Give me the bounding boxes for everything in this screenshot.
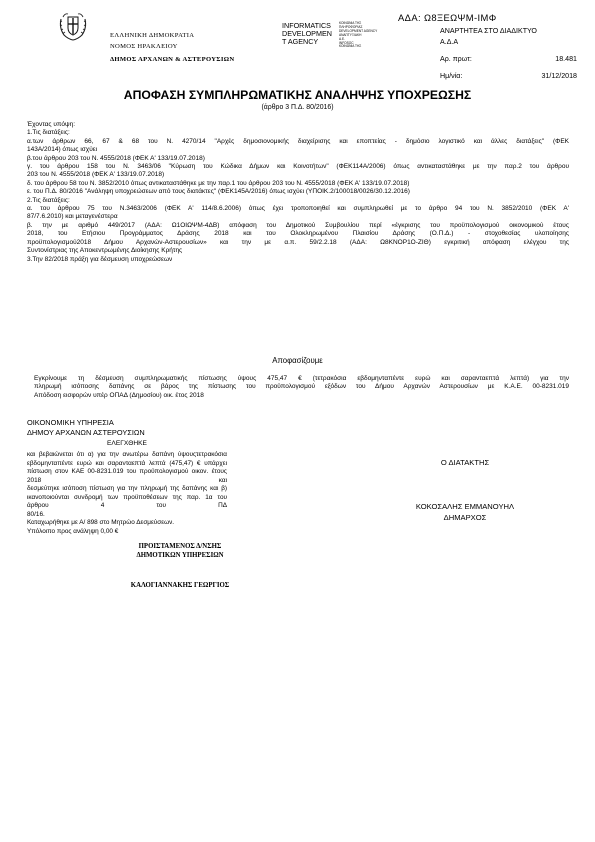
text-line: ε. του Π.Δ. 80/2016 "Ανάληψη υποχρεώσεων από τους διατάκτες" (ΦΕΚ145Α/2016) όπως ισχύει (ΥΠΟΙΚ.2/100018/0026/30.12.2016): [27, 188, 410, 196]
ada-code: ΑΔΑ: Ω8ΞΕΩΨΜ-ΙΜΦ: [398, 12, 497, 23]
text-line: α. του άρθρου 75 του Ν.3463/2006 (ΦΕΚ Α' 114/8.6.2006) όπως έχει τροποποιηθεί και συμπληρωθεί με το άρθρο 94 του Ν. 3852/2010 (ΦΕΚ Α': [27, 205, 569, 213]
text-line: 143Α/2014) όπως ισχύει: [27, 146, 98, 154]
text-line: α.των άρθρων 66, 67 & 68 του Ν. 4270/14 "Αρχές δημοσιονομικής διαχείρισης και εποπτείας - δημόσιο λογιστικό και άλλες διατάξεις" (ΦΕΚ: [27, 137, 569, 145]
authorizer-title: Ο ΔΙΑΤΑΚΤΗΣ: [440, 458, 490, 467]
agency-tiny-line: Α.Ε.: [339, 36, 346, 41]
remaining-line: Υπόλοιπο προς ανάληψη 0,00 €: [27, 527, 119, 535]
text-line: 1.Τις διατάξεις:: [27, 129, 70, 137]
authorizer-role: ΔΗΜΑΡΧΟΣ: [443, 513, 487, 522]
text-line: εβδομηνταπέντε ευρώ και σαρανταεπτά λεπτά (475,47) € υπάρχει: [27, 459, 227, 467]
date-label: Ημ/νία:: [440, 72, 463, 80]
text-line: 87/7.6.2010) και μεταγενέστερα: [27, 213, 118, 221]
agency-tiny-line: DEVELOPMENT AGENCY: [339, 28, 378, 33]
head-line: ΠΡΟΙΣΤΑΜΕΝΟΣ Δ/ΝΣΗΣ: [138, 543, 222, 550]
text-line: 2018, του Ετήσιου Προγράμματος Δράσης 2018 και του Ολοκληρωμένου Πλαισίου Δράσης (Ο.Π.Δ.) - στοχοθεσίας υλοποίησης: [27, 230, 569, 238]
agency-tiny-line: ΠΛΗΡΟΦΟΡΙΑΣ: [339, 24, 363, 29]
text-line: πίστωση στον ΚΑΕ 00-8231.019 του προϋπολογισμού οικον. έτους 2018 και: [27, 468, 227, 484]
decide-heading: Αποφασίζουμε: [272, 356, 323, 365]
agency-line: INFORMATICS: [282, 21, 331, 30]
text-line: Έχοντας υπόψη:: [27, 121, 76, 128]
text-line: 203 του Ν. 4555/2018 (ΦΕΚ Α' 133/19.07.2018): [27, 171, 165, 179]
text-line: ικανοποιούνται συνδρομή των προϋποθέσεων της παρ. 1α του άρθρου 4 του ΠΔ: [27, 493, 227, 509]
posted-label: ΑΝΑΡΤΗΤΕΑ ΣΤΟ ΔΙΑΔΙΚΤΥΟ: [440, 27, 537, 35]
text-line: προϋπολογισμού2018 Δήμου Αρχανών-Αστερουσίων» και την με α.π. 59/2.2.18 (ΑΔΑ: Ω8ΚΝΟΡ1Ο-ΖΙΘ) εγκριτική απόφαση ελέγχου της: [27, 238, 569, 246]
approval-section: [34, 375, 569, 400]
protocol-label: Αρ. πρωτ:: [440, 55, 472, 63]
text-line: δεσμεύτηκε ισόποση πίστωση για την πληρωμή της δαπάνης και β): [27, 485, 227, 492]
registry-line: Καταχωρήθηκε με Α/ 898 στο Μητρώο Δεσμεύσεων.: [27, 519, 175, 526]
text-line: πληρωμή ισόποσης δαπάνης σε βάρος της πίστωσης του προϋπολογισμού εξόδων του Δήμου Αρχανών Αστερουσίων με Κ.Α.Ε. 00-8231.019: [34, 383, 569, 391]
text-line: 2.Τις διατάξεις:: [27, 196, 70, 204]
org-line: ΝΟΜΟΣ ΗΡΑΚΛΕΙΟΥ: [110, 43, 178, 50]
agency-tiny-line: ΚΟΙΝΩΝΙΑ ΤΗΣ: [339, 44, 362, 49]
agency-logo-text: [339, 21, 378, 56]
dept-line: ΟΙΚΟΝΟΜΙΚΗ ΥΠΗΡΕΣΙΑ: [27, 418, 114, 427]
greek-emblem-icon: [58, 8, 88, 42]
org-line: ΕΛΛΗΝΙΚΗ ΔΗΜΟΚΡΑΤΙΑ: [110, 32, 195, 39]
text-line: και βεβαιώνεται ότι α) για την ανωτέρω δαπάνη ύψουςτετρακόσια: [27, 451, 227, 458]
agency-line: T AGENCY: [282, 37, 319, 46]
agency-tiny-line: ΚΟΙΝΩΝΙΑ ΤΗΣ: [339, 21, 362, 25]
document-subtitle: (άρθρο 3 Π.Δ. 80/2016): [261, 104, 334, 111]
text-line: Συντονίστριας της Αποκεντρωμένης Διοίκησης Κρήτης: [27, 247, 183, 255]
finance-dept: [27, 418, 145, 437]
posted-sub-label: Α.Δ.Α: [440, 38, 459, 46]
head-line: ΔΗΜΟΤΙΚΩΝ ΥΠΗΡΕΣΙΩΝ: [136, 552, 224, 559]
agency-line: DEVELOPMEN: [282, 29, 332, 38]
text-line: β. την με αριθμό 449/2017 (ΑΔΑ: Ω1ΟΙΩΨΜ-4ΔΒ) απόφαση του Δημοτικού Συμβουλίου περί «έγκρισης του προϋπολογισμού οικονομικού έτους: [27, 221, 569, 229]
text-line: 80/16.: [27, 510, 45, 518]
text-line: γ. του άρθρου 158 του Ν. 3463/06 "Κύρωση του Κώδικα Δήμων και Κοινοτήτων" (ΦΕΚ114Α/2006) όπως αντικαταστάθηκε με την παρ.2 του άρθρου: [27, 163, 569, 171]
head-name: ΚΑΛΟΓΙΑΝΝΑΚΗΣ ΓΕΩΡΓΙΟΣ: [130, 582, 230, 589]
checked-label: ΕΛΕΓΧΘΗΚΕ: [107, 440, 147, 447]
agency-tiny-line: ΑΝΑΠΤΥΞΙΑΚΗ: [339, 32, 362, 37]
text-line: Εγκρίνουμε τη δέσμευση συμπληρωματικής πίστωσης ύψους 475,47 € (τετρακόσια εβδομηνταπέντε ευρώ και σαρανταεπτά λεπτά) για την: [34, 375, 569, 382]
text-line: δ. του άρθρου 58 του Ν. 3852/2010 όπως αντικαταστάθηκε με την παρ.1 του άρθρου 203 του Ν. 4555/2018 (ΦΕΚ Α' 133/19.07.2018): [27, 179, 410, 187]
document-title: ΑΠΟΦΑΣΗ ΣΥΜΠΛΗΡΩΜΑΤΙΚΗΣ ΑΝΑΛΗΨΗΣ ΥΠΟΧΡΕΩΣΗΣ: [123, 88, 472, 102]
dept-line: ΔΗΜΟΥ ΑΡΧΑΝΩΝ ΑΣΤΕΡΟΥΣΙΩΝ: [27, 427, 145, 437]
date-value: 31/12/2018: [541, 72, 577, 80]
text-line: β.του άρθρου 203 του Ν. 4555/2018 (ΦΕΚ Α' 133/19.07.2018): [27, 154, 205, 162]
protocol-value: 18.481: [555, 55, 577, 63]
text-line: 3.Την 82/2018 πράξη για δέσμευση υποχρεώσεων: [27, 255, 173, 263]
text-line: Απόδοση εισφορών υπέρ ΟΠΑΔ (Δημοσίου) οικ. έτος 2018: [34, 391, 204, 399]
agency-tiny-line: INFOSOC: [339, 40, 354, 45]
considering-section: [27, 121, 569, 264]
certification-text: [27, 451, 227, 536]
org-line: ΔΗΜΟΣ ΑΡΧΑΝΩΝ & ΑΣΤΕΡΟΥΣΙΩΝ: [110, 56, 235, 63]
agency-label: [282, 22, 332, 46]
head-of-department: [110, 542, 250, 560]
authorizer-name: ΚΟΚΟΣΑΛΗΣ ΕΜΜΑΝΟΥΗΛ: [415, 502, 515, 511]
